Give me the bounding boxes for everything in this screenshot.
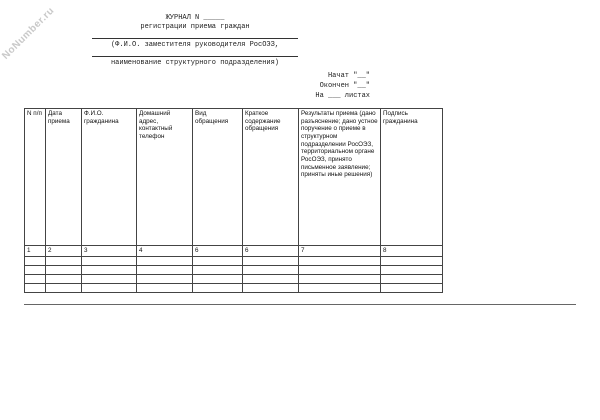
- header-row: [25, 109, 443, 246]
- table-cell: [381, 256, 443, 265]
- table-cell: [82, 256, 137, 265]
- col-header-address: Домашний адрес, контактный телефон: [137, 109, 193, 246]
- table-row: [25, 265, 443, 274]
- column-number: 8: [381, 246, 443, 257]
- table-cell: [137, 256, 193, 265]
- unit-line: [92, 56, 298, 57]
- table-cell: [46, 265, 82, 274]
- journal-subtitle: регистрации приема граждан: [140, 23, 250, 31]
- column-number: 6: [243, 246, 299, 257]
- name-line: [92, 38, 298, 39]
- table-cell: [82, 274, 137, 283]
- table-cell: [299, 256, 381, 265]
- table-cell: [381, 274, 443, 283]
- watermark-logo: NoNumber.ru: [0, 5, 57, 62]
- column-number: 3: [82, 246, 137, 257]
- column-number: 6: [193, 246, 243, 257]
- table-row: [25, 256, 443, 265]
- col-header-number: N п/п: [25, 109, 46, 246]
- table-cell: [25, 265, 46, 274]
- table-cell: [82, 265, 137, 274]
- table-cell: [193, 283, 243, 292]
- col-header-signature: Подпись гражданина: [381, 109, 443, 246]
- started-date: Начат "__": [327, 72, 370, 80]
- table-cell: [82, 283, 137, 292]
- col-header-name: Ф.И.О. гражданина: [82, 109, 137, 246]
- table-cell: [46, 283, 82, 292]
- table-cell: [46, 274, 82, 283]
- column-number: 2: [46, 246, 82, 257]
- column-number: 1: [25, 246, 46, 257]
- ended-date: Окончен "__": [319, 82, 370, 90]
- table-cell: [299, 274, 381, 283]
- page-divider: [24, 304, 576, 305]
- col-header-result: Результаты приема (дано разъяснение; дано устное поручение о приеме в структурном подразделении РосОЭЗ, территориальном органе РосОЭЗ, принято письменное заявление; приняты иные решения): [299, 109, 381, 246]
- journal-title: ЖУРНАЛ N _____: [165, 14, 225, 22]
- table-row: [25, 274, 443, 283]
- table-cell: [193, 256, 243, 265]
- table-cell: [381, 283, 443, 292]
- column-number: 7: [299, 246, 381, 257]
- reception-journal-table: [24, 108, 443, 293]
- table-cell: [243, 283, 299, 292]
- table-cell: [299, 283, 381, 292]
- table-cell: [193, 265, 243, 274]
- table-cell: [46, 256, 82, 265]
- col-header-summary: Краткое содержание обращения: [243, 109, 299, 246]
- table-cell: [243, 265, 299, 274]
- table-cell: [25, 256, 46, 265]
- table-cell: [25, 274, 46, 283]
- title-block: [90, 14, 300, 32]
- table-cell: [137, 274, 193, 283]
- col-header-date: Дата приема: [46, 109, 82, 246]
- unit-caption: наименование структурного подразделения): [110, 59, 280, 67]
- table-row: [25, 283, 443, 292]
- journal-meta: [300, 72, 370, 102]
- name-caption: (Ф.И.О. заместителя руководителя РосОЭЗ,: [110, 41, 280, 49]
- column-number-row: [25, 246, 443, 257]
- table-cell: [243, 256, 299, 265]
- column-number: 4: [137, 246, 193, 257]
- table-cell: [25, 283, 46, 292]
- table-cell: [299, 265, 381, 274]
- table-cell: [137, 265, 193, 274]
- table-cell: [381, 265, 443, 274]
- sheet-count: На ___ листах: [315, 92, 370, 100]
- col-header-type: Вид обращения: [193, 109, 243, 246]
- table-cell: [137, 283, 193, 292]
- table-cell: [243, 274, 299, 283]
- table-cell: [193, 274, 243, 283]
